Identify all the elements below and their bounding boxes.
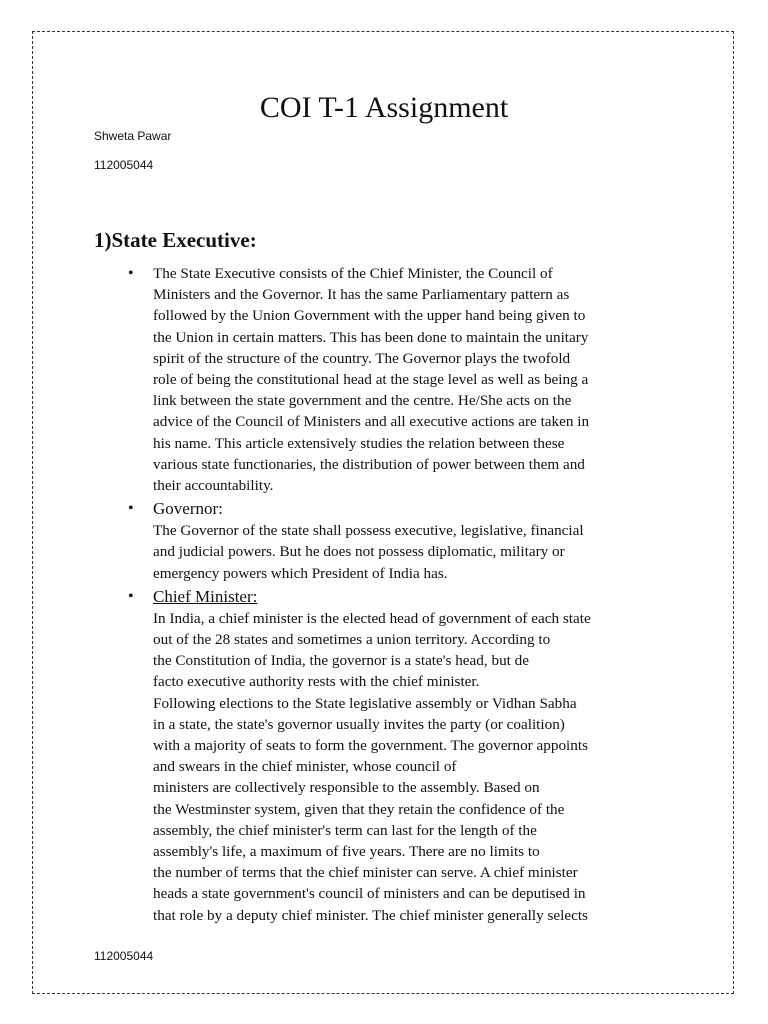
text-line: Ministers and the Governor. It has the same Parliamentary pattern as	[153, 286, 570, 304]
text-line: assembly's life, a maximum of five years. There are no limits to	[153, 843, 540, 861]
text-line: the number of terms that the chief minister can serve. A chief minister	[153, 864, 578, 882]
text-line: and swears in the chief minister, whose council of	[153, 758, 457, 776]
text-line: their accountability.	[153, 477, 274, 495]
text-line: emergency powers which President of India has.	[153, 564, 448, 582]
text-line: spirit of the structure of the country. The Governor plays the twofold	[153, 349, 571, 367]
section-content	[128, 263, 683, 926]
text-line: link between the state government and the centre. He/She acts on the	[153, 392, 572, 410]
text-line: facto executive authority rests with the chief minister.	[153, 673, 480, 691]
author-name: Shweta Pawar	[94, 129, 172, 143]
text-line: in a state, the state's governor usually invites the party (or coalition)	[153, 715, 565, 733]
text-line: role of being the constitutional head at the stage level as well as being a	[153, 371, 589, 389]
text-line: assembly, the chief minister's term can last for the length of the	[153, 821, 537, 839]
text-line: ministers are collectively responsible to the assembly. Based on	[153, 779, 540, 797]
text-line: In India, a chief minister is the elected head of government of each state	[153, 609, 591, 627]
text-line: and judicial powers. But he does not possess diplomatic, military or	[153, 543, 565, 561]
text-line: The Governor of the state shall possess executive, legislative, financial	[153, 522, 584, 540]
text-line: heads a state government's council of ministers and can be deputised in	[153, 885, 586, 903]
bullet-icon: •	[128, 500, 134, 518]
text-line: that role by a deputy chief minister. The chief minister generally selects	[153, 906, 588, 924]
text-line: out of the 28 states and sometimes a union territory. According to	[153, 631, 551, 649]
text-line: the Union in certain matters. This has been done to maintain the unitary	[153, 328, 589, 346]
roll-number: 112005044	[94, 158, 154, 172]
text-line: various state functionaries, the distribution of power between them and	[153, 455, 585, 473]
text-line: the Westminster system, given that they retain the confidence of the	[153, 800, 565, 818]
bullet-item-chief-minister	[128, 586, 683, 926]
text-line: the Constitution of India, the governor is a state's head, but de	[153, 652, 530, 670]
text-line: with a majority of seats to form the government. The governor appoints	[153, 737, 588, 755]
chief-minister-paragraph	[153, 608, 683, 926]
chief-minister-heading: Chief Minister:	[153, 586, 258, 606]
text-line: advice of the Council of Ministers and all executive actions are taken in	[153, 413, 590, 431]
section-heading: 1)State Executive:	[94, 228, 257, 252]
text-line: The State Executive consists of the Chief Minister, the Council of	[153, 265, 553, 282]
bullet-item-governor	[128, 498, 683, 584]
bullet-item-intro	[128, 263, 683, 496]
footer-roll-number: 112005044	[94, 949, 154, 963]
text-line: followed by the Union Government with the upper hand being given to	[153, 307, 586, 325]
document-title: COI T-1 Assignment	[259, 91, 509, 124]
bullet-icon: •	[128, 265, 134, 282]
text-line: his name. This article extensively studies the relation between these	[153, 434, 565, 452]
intro-paragraph	[153, 263, 683, 496]
bullet-icon: •	[128, 587, 134, 605]
governor-heading: Governor:	[153, 499, 223, 519]
text-line: Following elections to the State legislative assembly or Vidhan Sabha	[153, 694, 577, 712]
governor-paragraph	[153, 520, 683, 584]
